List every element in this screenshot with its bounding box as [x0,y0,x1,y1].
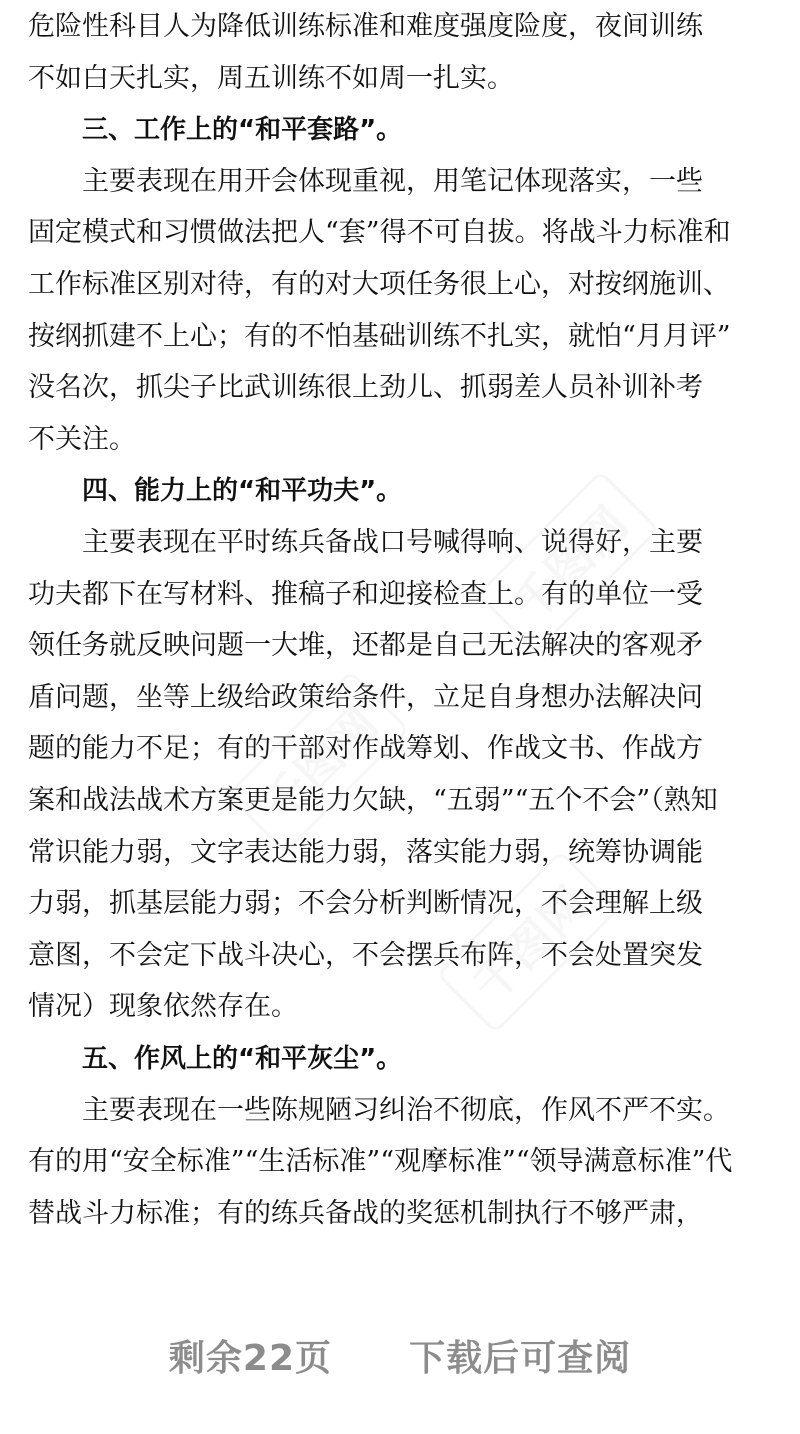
paragraph-line: 功夫都下在写材料、推稿子和迎接检查上。有的单位一受 [28,578,703,610]
paragraph-line: 盾问题，坐等上级给政策给条件，立足自身想办法解决问 [28,681,703,713]
paragraph-line: 替战斗力标准；有的练兵备战的奖惩机制执行不够严肃， [28,1197,703,1229]
paragraph-line: 力弱，抓基层能力弱；不会分析判断情况，不会理解上级 [28,888,703,920]
paragraph-line: 意图，不会定下战斗决心，不会摆兵布阵，不会处置突发 [28,939,703,971]
section-heading: 四、能力上的“和平功夫”。 [82,476,403,507]
paragraph-line: 主要表现在一些陈规陋习纠治不彻底，作风不严不实。 [82,1094,730,1126]
paragraph-line: 危险性科目人为降低训练标准和难度强度险度，夜间训练 [28,11,703,42]
paragraph-line: 主要表现在用开会体现重视，用笔记体现落实，一些 [82,165,703,197]
download-prompt[interactable] [0,1330,800,1381]
watermark-text: 千图网 [462,876,599,1013]
paragraph-line: 不关注。 [28,423,136,455]
paragraph-line: 领任务就反映问题一大堆，还都是自己无法解决的客观矛 [28,630,703,662]
paragraph-line: 情况）现象依然存在。 [28,991,298,1023]
remaining-pages-text: 剩余22页 [168,1338,332,1379]
paragraph-line: 题的能力不足；有的干部对作战筹划、作战文书、作战方 [28,733,703,765]
paragraph-line: 有的用“安全标准”“生活标准”“观摩标准”“领导满意标准”代 [28,1146,733,1178]
download-to-view-text: 下载后可查阅 [409,1338,632,1379]
section-heading: 五、作风上的“和平灰尘”。 [82,1044,403,1074]
paragraph-line: 不如白天扎实，周五训练不如周一扎实。 [28,62,514,94]
paragraph-line: 主要表现在平时练兵备战口号喊得响、说得好，主要 [82,527,703,558]
watermark-text: 千图网 [252,696,389,833]
paragraph-line: 没名次，抓尖子比武训练很上劲儿、抓弱差人员补训补考 [28,372,703,404]
watermark-text: 千图网 [502,496,639,633]
paragraph-line: 常识能力弱，文字表达能力弱，落实能力弱，统筹协调能 [28,836,703,868]
paragraph-line: 工作标准区别对待，有的对大项任务很上心，对按纲施训、 [28,269,730,300]
paragraph-line: 固定模式和习惯做法把人“套”得不可自拔。将战斗力标准和 [28,217,731,249]
section-heading: 三、工作上的“和平套路”。 [82,115,403,146]
paragraph-line: 案和战法战术方案更是能力欠缺，“五弱”“五个不会”（熟知 [28,785,718,816]
paragraph-line: 按纲抓建不上心；有的不怕基础训练不扎实，就怕“月月评” [28,320,731,352]
